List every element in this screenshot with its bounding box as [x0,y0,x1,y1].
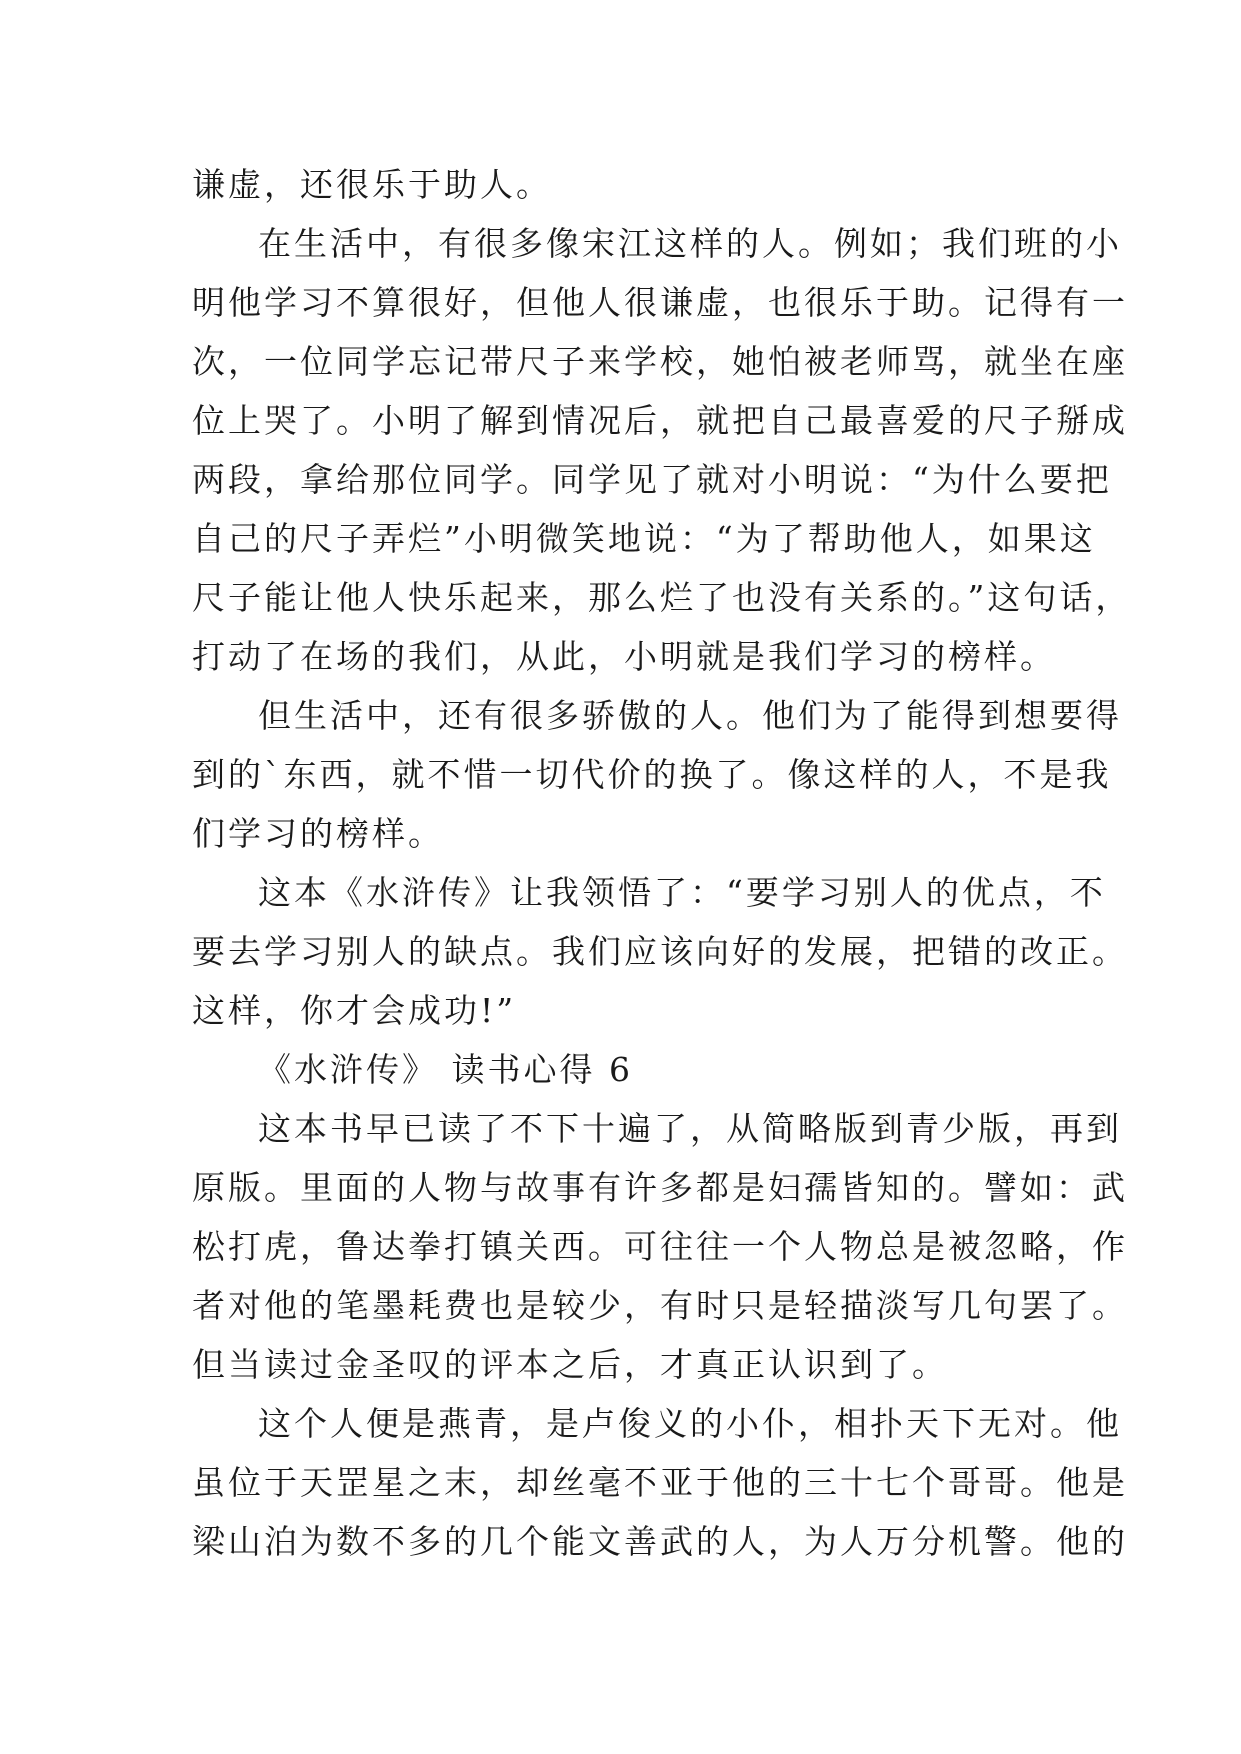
paragraph-start-line: 这个人便是燕青，是卢俊义的小仆，相扑天下无对。他 [258,1404,1122,1443]
section-title: 《水浒传》 读书心得 6 [258,1050,633,1089]
text-line: 到的`东西，就不惜一切代价的换了。像这样的人，不是我 [192,755,1112,794]
text-line: 们学习的榜样。 [192,814,444,853]
paragraph-start-line: 但生活中，还有很多骄傲的人。他们为了能得到想要得 [258,696,1122,735]
text-line: 虽位于天罡星之末，却丝毫不亚于他的三十七个哥哥。他是 [192,1463,1128,1502]
text-line: 自己的尺子弄烂”小明微笑地说：“为了帮助他人，如果这 [192,519,1096,558]
text-line: 这样，你才会成功!” [192,991,517,1030]
text-line: 尺子能让他人快乐起来，那么烂了也没有关系的。”这句话， [192,578,1132,617]
paragraph-start-line: 在生活中，有很多像宋江这样的人。例如；我们班的小 [258,224,1122,263]
document-body [192,155,1132,1571]
text-line: 次，一位同学忘记带尺子来学校，她怕被老师骂，就坐在座 [192,342,1128,381]
text-line: 明他学习不算很好，但他人很谦虚，也很乐于助。记得有一 [192,283,1128,322]
text-line: 打动了在场的我们，从此，小明就是我们学习的榜样。 [192,637,1056,676]
text-line: 松打虎，鲁达拳打镇关西。可往往一个人物总是被忽略，作 [192,1227,1128,1266]
text-line: 两段，拿给那位同学。同学见了就对小明说：“为什么要把 [192,460,1112,499]
text-line: 位上哭了。小明了解到情况后，就把自己最喜爱的尺子掰成 [192,401,1128,440]
text-line: 原版。里面的人物与故事有许多都是妇孺皆知的。譬如：武 [192,1168,1128,1207]
text-line: 要去学习别人的缺点。我们应该向好的发展，把错的改正。 [192,932,1128,971]
paragraph-start-line: 这本书早已读了不下十遍了，从简略版到青少版，再到 [258,1109,1122,1148]
text-line: 者对他的笔墨耗费也是较少，有时只是轻描淡写几句罢了。 [192,1286,1128,1325]
text-line: 谦虚，还很乐于助人。 [192,165,552,204]
text-line: 但当读过金圣叹的评本之后，才真正认识到了。 [192,1345,948,1384]
text-line: 梁山泊为数不多的几个能文善武的人，为人万分机警。他的 [192,1522,1128,1561]
paragraph-start-line: 这本《水浒传》让我领悟了：“要学习别人的优点，不 [258,873,1106,912]
